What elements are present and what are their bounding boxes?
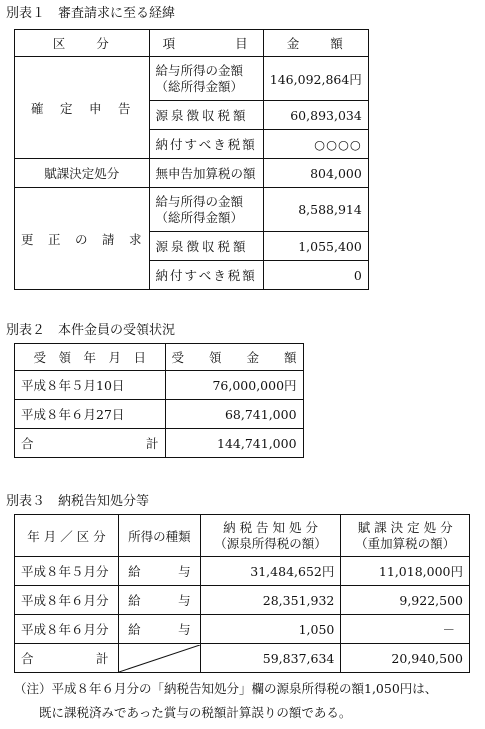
t3-row1-month: 平成８年５月分 bbox=[15, 557, 119, 586]
t3-row1-nozei: 31,484,652円 bbox=[200, 557, 341, 586]
t1-row3-item: 納付すべき税額 bbox=[149, 130, 263, 159]
t3-header-fuka: 賦 課 決 定 処 分 （重加算税の額） bbox=[341, 515, 470, 557]
t3-row2-nozei: 28,351,932 bbox=[200, 586, 341, 615]
t3-row3-fuka: － bbox=[341, 615, 470, 644]
t3-row2-month: 平成８年６月分 bbox=[15, 586, 119, 615]
table3-caption: 別表３ 納税告知処分等 bbox=[6, 494, 150, 509]
t1-header-kubun: 区 分 bbox=[15, 30, 150, 57]
t1-row1-amount: 146,092,864円 bbox=[263, 57, 368, 101]
t1-row5-amount: 8,588,914 bbox=[263, 188, 368, 232]
t1-fuka: 賦課決定処分 bbox=[15, 159, 150, 188]
t2-total-label: 合 計 bbox=[15, 429, 166, 458]
t1-row1-item: 給与所得の金額 （総所得金額） bbox=[149, 57, 263, 101]
t1-header-amount: 金 額 bbox=[263, 30, 368, 57]
t1-row4-item: 無申告加算税の額 bbox=[149, 159, 263, 188]
t3-row2-fuka: 9,922,500 bbox=[341, 586, 470, 615]
t2-total-amount: 144,741,000 bbox=[165, 429, 303, 458]
t3-total-nozei: 59,837,634 bbox=[200, 644, 341, 673]
t1-header-item: 項 目 bbox=[149, 30, 263, 57]
t1-row4-amount: 804,000 bbox=[263, 159, 368, 188]
t3-total-label: 合 計 bbox=[15, 644, 119, 673]
diagonal-line bbox=[119, 645, 200, 672]
t3-row3-nozei: 1,050 bbox=[200, 615, 341, 644]
t1-row6-item: 源泉徴収税額 bbox=[149, 232, 263, 261]
t3-total-fuka: 20,940,500 bbox=[341, 644, 470, 673]
t2-header-date: 受 領 年 月 日 bbox=[15, 344, 166, 371]
t2-row1-amount: 76,000,000円 bbox=[165, 371, 303, 400]
table3 bbox=[14, 514, 470, 673]
t3-row1-fuka: 11,018,000円 bbox=[341, 557, 470, 586]
table1 bbox=[14, 29, 369, 290]
t1-row5-item: 給与所得の金額 （総所得金額） bbox=[149, 188, 263, 232]
t1-row7-amount: 0 bbox=[263, 261, 368, 290]
t2-header-amount: 受 領 金 額 bbox=[165, 344, 303, 371]
t3-row1-type: 給 与 bbox=[118, 557, 200, 586]
t3-header-month: 年 月 ／ 区 分 bbox=[15, 515, 119, 557]
t3-total-diagonal-cell bbox=[118, 644, 200, 673]
t3-row3-month: 平成８年６月分 bbox=[15, 615, 119, 644]
t1-row2-amount: 60,893,034 bbox=[263, 101, 368, 130]
t1-row2-item: 源泉徴収税額 bbox=[149, 101, 263, 130]
t3-row3-type: 給 与 bbox=[118, 615, 200, 644]
note-line1: （注）平成８年６月分の「納税告知処分」欄の源泉所得税の額1,050円は、 bbox=[14, 681, 438, 696]
t2-row1-date: 平成８年５月10日 bbox=[15, 371, 166, 400]
t1-row6-amount: 1,055,400 bbox=[263, 232, 368, 261]
t2-row2-amount: 68,741,000 bbox=[165, 400, 303, 429]
t2-row2-date: 平成８年６月27日 bbox=[15, 400, 166, 429]
t3-header-nozei: 納 税 告 知 処 分 （源泉所得税の額） bbox=[200, 515, 341, 557]
table1-caption: 別表１ 審査請求に至る経緯 bbox=[6, 6, 176, 21]
t3-header-type: 所得の種類 bbox=[118, 515, 200, 557]
t1-row3-amount: ○○○○ bbox=[263, 130, 368, 159]
t3-row2-type: 給 与 bbox=[118, 586, 200, 615]
table2 bbox=[14, 343, 304, 458]
t1-kosei: 更 正 の 請 求 bbox=[15, 188, 150, 290]
note-line2: 既に課税済みであった賞与の税額計算誤りの額である。 bbox=[14, 705, 352, 720]
table2-caption: 別表２ 本件金員の受領状況 bbox=[6, 323, 176, 338]
t1-row7-item: 納付すべき税額 bbox=[149, 261, 263, 290]
t1-kakutei: 確 定 申 告 bbox=[15, 57, 150, 159]
